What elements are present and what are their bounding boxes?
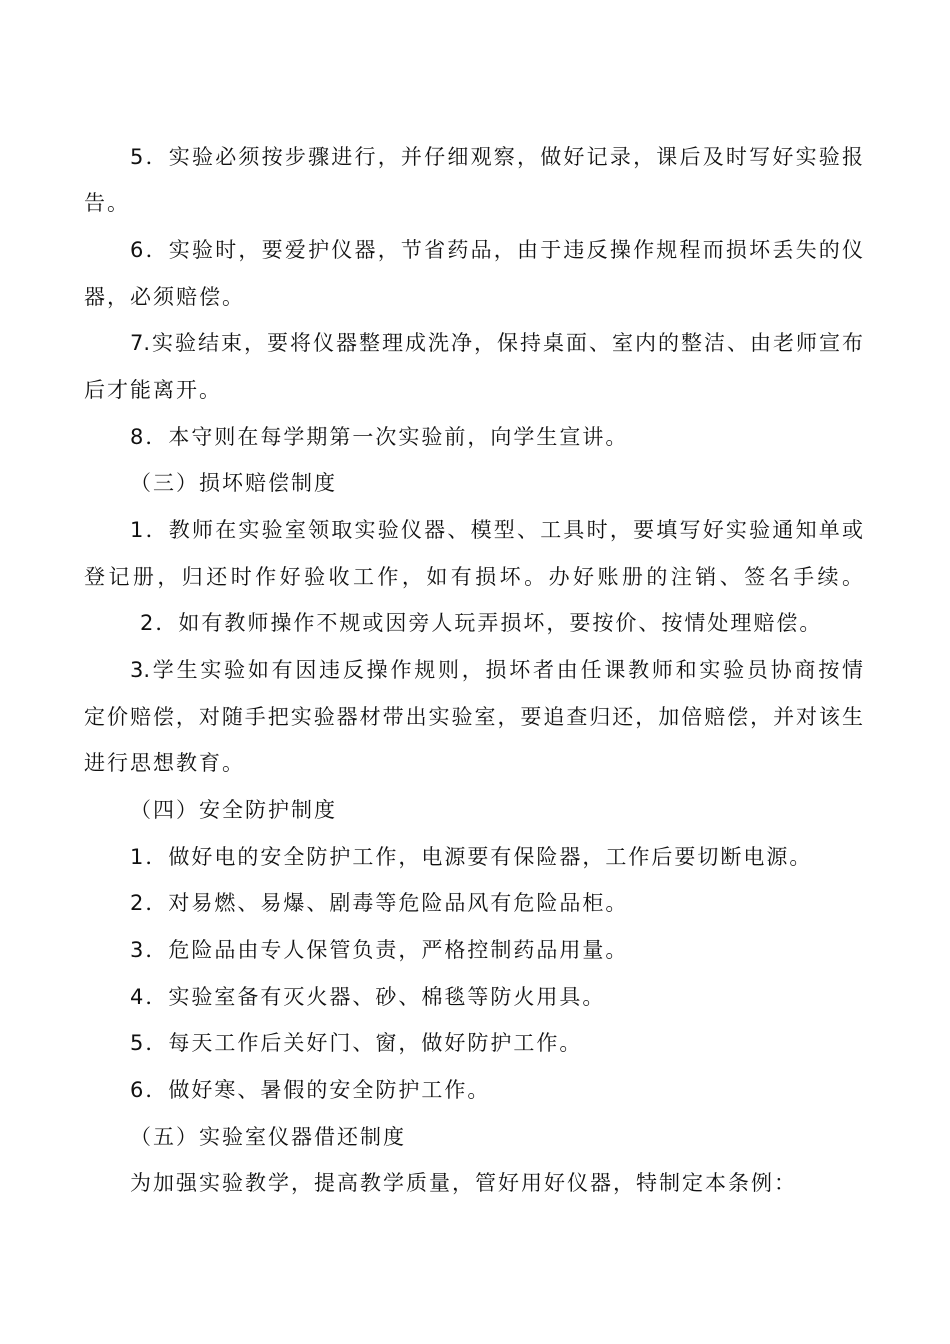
paragraph-line: 定价赔偿，对随手把实验器材带出实验室，要追查归还，加倍赔偿，并对该生	[84, 705, 863, 729]
section-heading: （四）安全防护制度	[130, 798, 337, 822]
paragraph-line: 后才能离开。	[84, 378, 222, 402]
paragraph-line: 4．实验室备有灭火器、砂、棉毯等防火用具。	[130, 985, 606, 1009]
paragraph-line: 器，必须赔偿。	[84, 285, 245, 309]
paragraph-line: 5．每天工作后关好门、窗，做好防护工作。	[130, 1031, 583, 1055]
paragraph-line: 告。	[84, 191, 130, 215]
paragraph-line: 登记册，归还时作好验收工作，如有损坏。办好账册的注销、签名手续。	[84, 565, 863, 589]
paragraph-line: 1．做好电的安全防护工作，电源要有保险器，工作后要切断电源。	[130, 845, 813, 869]
paragraph-line: 进行思想教育。	[84, 751, 245, 775]
paragraph-line: 5．实验必须按步骤进行，并仔细观察，做好记录，课后及时写好实验报	[130, 145, 863, 169]
paragraph-line: 8．本守则在每学期第一次实验前，向学生宣讲。	[130, 425, 629, 449]
paragraph-line: 6．实验时，要爱护仪器，节省药品，由于违反操作规程而损坏丢失的仪	[130, 238, 863, 262]
paragraph-line: 3.学生实验如有因违反操作规则，损坏者由任课教师和实验员协商按情	[130, 658, 863, 682]
paragraph-line: 6．做好寒、暑假的安全防护工作。	[130, 1078, 491, 1102]
paragraph-line: 2．对易燃、易爆、剧毒等危险品风有危险品柜。	[130, 891, 629, 915]
section-heading: （五）实验室仪器借还制度	[130, 1125, 406, 1149]
paragraph-line: 2．如有教师操作不规或因旁人玩弄损坏，要按价、按情处理赔偿。	[140, 611, 823, 635]
paragraph-line: 7.实验结束，要将仪器整理成洗净，保持桌面、室内的整洁、由老师宣布	[130, 331, 863, 355]
paragraph-line: 3．危险品由专人保管负责，严格控制药品用量。	[130, 938, 629, 962]
paragraph-line: 为加强实验教学，提高教学质量，管好用好仪器，特制定本条例：	[130, 1171, 797, 1195]
paragraph-line: 1．教师在实验室领取实验仪器、模型、工具时，要填写好实验通知单或	[130, 518, 863, 542]
section-heading: （三）损坏赔偿制度	[130, 471, 337, 495]
